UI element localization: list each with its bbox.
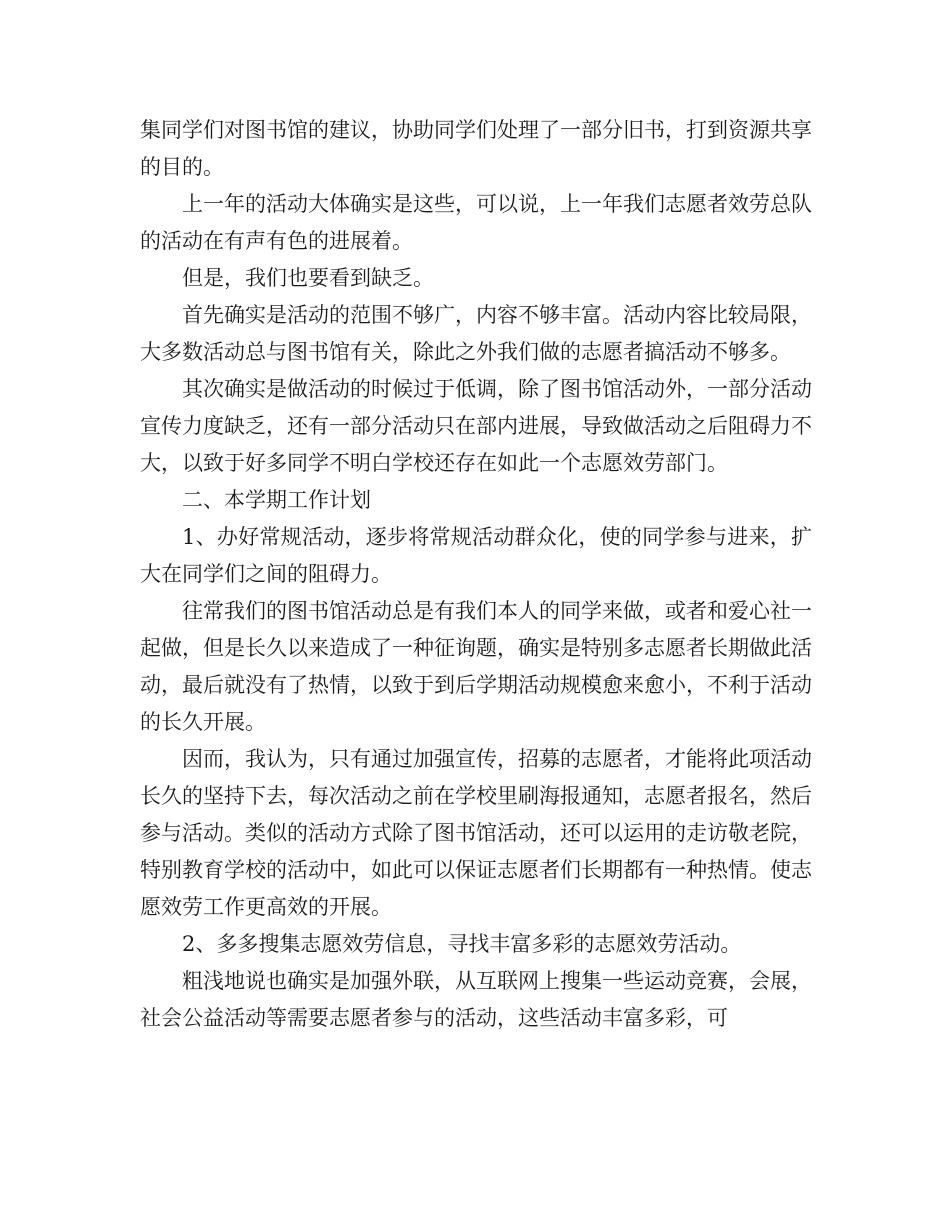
- paragraph-4: 首先确实是活动的范围不够广，内容不够丰富。活动内容比较局限，大多数活动总与图书馆有关，除此之外我们做的志愿者搞活动不够多。: [140, 303, 812, 364]
- section-heading: 二、本学期工作计划: [182, 488, 371, 512]
- paragraph-7: 1、办好常规活动，逐步将常规活动群众化，使的同学参与进来，扩大在同学们之间的阻碍力。: [140, 525, 812, 586]
- paragraph-3: 但是，我们也要看到缺乏。: [182, 266, 434, 290]
- document-body: [140, 112, 812, 1037]
- paragraph-8: 往常我们的图书馆活动总是有我们本人的同学来做，或者和爱心社一起做，但是长久以来造成了一种征询题，确实是特别多志愿者长期做此活动，最后就没有了热情，以致于到后学期活动规模愈来愈小，不利于活动的长久开展。: [140, 599, 812, 734]
- paragraph-11: 粗浅地说也确实是加强外联，从互联网上搜集一些运动竞赛，会展，社会公益活动等需要志愿者参与的活动，这些活动丰富多彩，可: [140, 969, 812, 1030]
- paragraph-10: 2、多多搜集志愿效劳信息，寻找丰富多彩的志愿效劳活动。: [182, 932, 742, 956]
- paragraph-1: 集同学们对图书馆的建议，协助同学们处理了一部分旧书，打到资源共享的目的。: [140, 118, 812, 179]
- paragraph-9: 因而，我认为，只有通过加强宣传，招募的志愿者，才能将此项活动长久的坚持下去，每次活动之前在学校里刷海报通知，志愿者报名，然后参与活动。类似的活动方式除了图书馆活动，还可以运用的走访敬老院，特别教育学校的活动中，如此可以保证志愿者们长期都有一种热情。使志愿效劳工作更高效的开展。: [140, 747, 812, 919]
- paragraph-5: 其次确实是做活动的时候过于低调，除了图书馆活动外，一部分活动宣传力度缺乏，还有一部分活动只在部内进展，导致做活动之后阻碍力不大，以致于好多同学不明白学校还存在如此一个志愿效劳部门。: [140, 377, 812, 475]
- paragraph-2: 上一年的活动大体确实是这些，可以说，上一年我们志愿者效劳总队的活动在有声有色的进展着。: [140, 192, 812, 253]
